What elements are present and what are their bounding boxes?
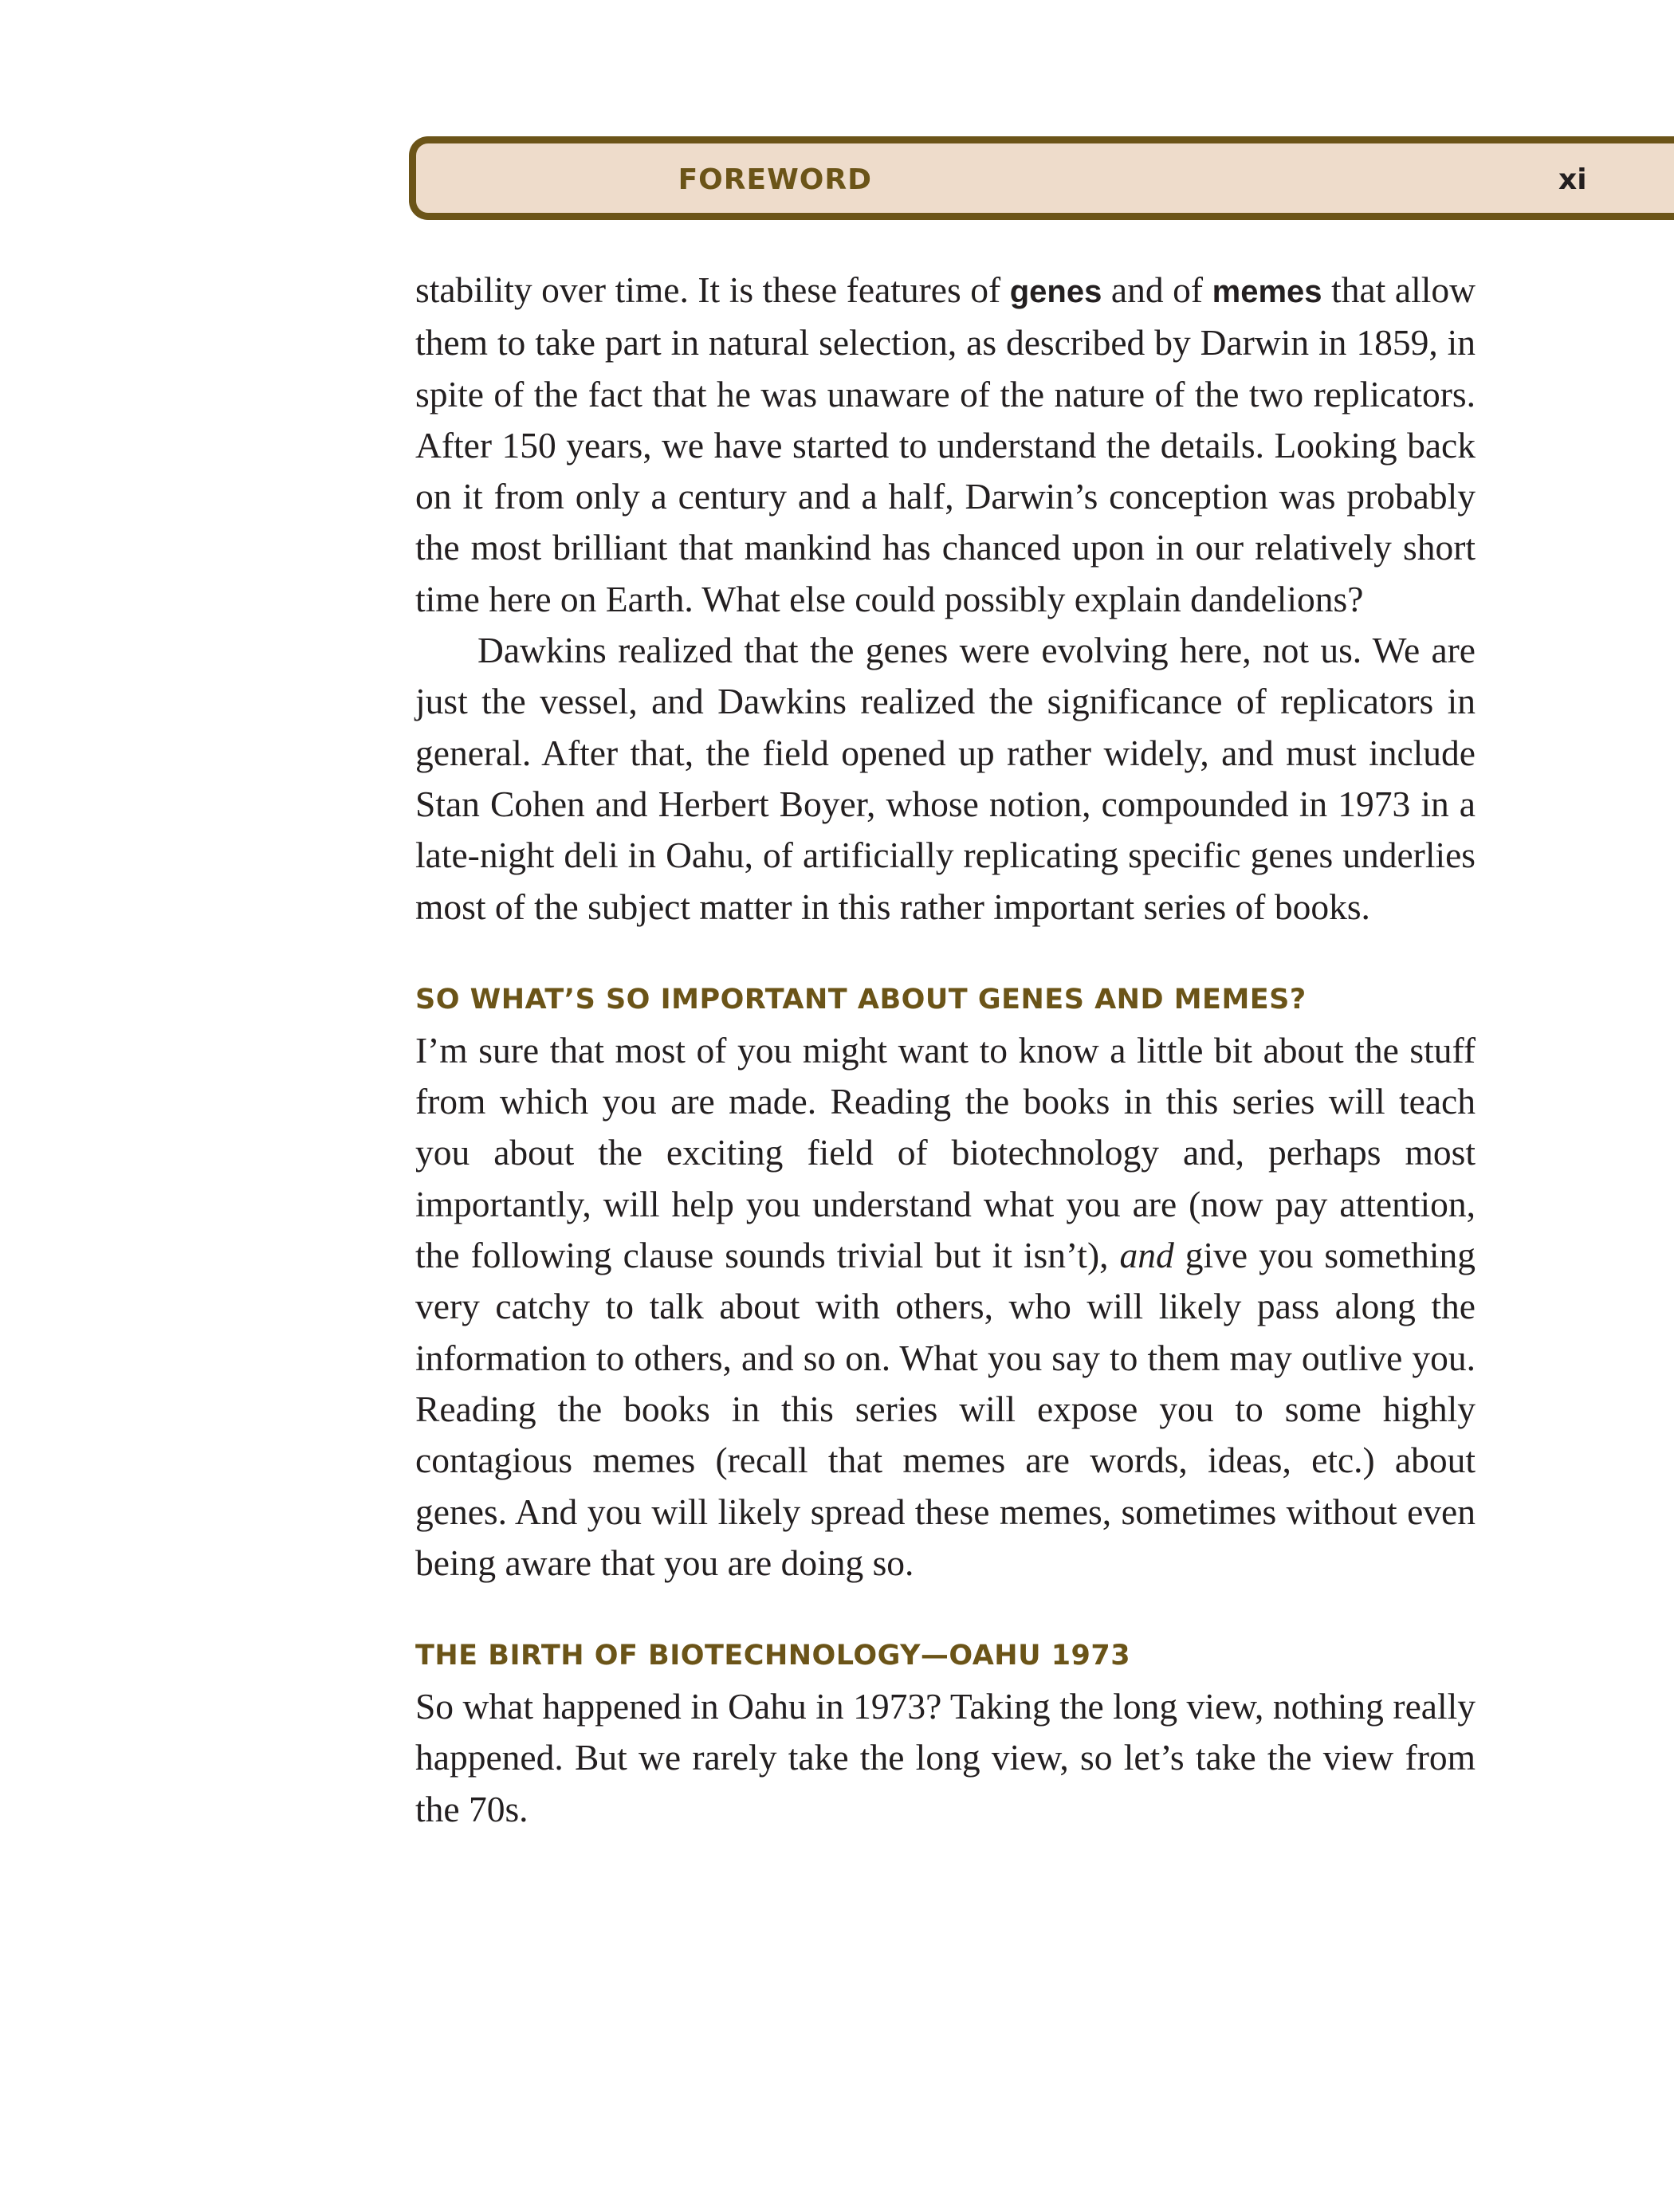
paragraph-3: [415, 1025, 1476, 1589]
page-number: xi: [1558, 163, 1587, 196]
term-genes: genes: [1009, 274, 1102, 309]
paragraph-3-text-b: give you something very catchy to talk about with others, who will likely pass along the information to others, and so on. What you say to them may outlive you. Reading the books in this series will expose you to some highly contagious memes (recall that memes are words, ideas, etc.) about genes. And you will likely spread these memes, sometimes without even being aware that you are doing so.: [415, 1235, 1476, 1583]
paragraph-2: Dawkins realized that the genes were evolving here, not us. We are just the vessel, and Dawkins realized the significance of replicators in general. After that, the field opened up rather widely, and must include Stan Cohen and Herbert Boyer, whose notion, compounded in 1973 in a late-night deli in Oahu, of artificially replicating specific genes underlies most of the subject matter in this rather important series of books.: [415, 630, 1476, 927]
paragraph-1-text-b: and of: [1102, 269, 1212, 310]
paragraph-3-text-a: I’m sure that most of you might want to know a little bit about the stuff from which you are made. Reading the books in this series will teach you about the exciting field of biotechnology and, perhaps most importantly, will help you understand what you are (now pay attention, the following clause sounds trivial but it isn’t),: [415, 1029, 1476, 1276]
running-header-tab: [409, 136, 1674, 220]
section-heading-genes-and-memes: SO WHAT’S SO IMPORTANT ABOUT GENES AND MEMES?: [415, 983, 1307, 1016]
page-body: [415, 265, 1476, 1835]
emphasis-and: and: [1119, 1235, 1174, 1276]
term-memes: memes: [1212, 274, 1322, 309]
paragraph-1-text-c: that allow them to take part in natural selection, as described by Darwin in 1859, in spite of the fact that he was unaware of the nature of the two replicators. After 150 years, we have started to understand the details. Looking back on it from only a century and a half, Darwin’s conception was probably the most brilliant that mankind has chanced upon in our relatively short time here on Earth. What else could possibly explain dandelions?: [415, 269, 1476, 619]
paragraph-1: [415, 265, 1476, 625]
paragraph-4: So what happened in Oahu in 1973? Taking the long view, nothing really happened. But we rarely take the long view, so let’s take the view from the 70s.: [415, 1686, 1476, 1829]
running-header-section-title: FOREWORD: [678, 163, 872, 196]
paragraph-1-text-a: stability over time. It is these features of: [415, 269, 1010, 310]
section-heading-birth-of-biotechnology: THE BIRTH OF BIOTECHNOLOGY—OAHU 1973: [415, 1640, 1131, 1672]
